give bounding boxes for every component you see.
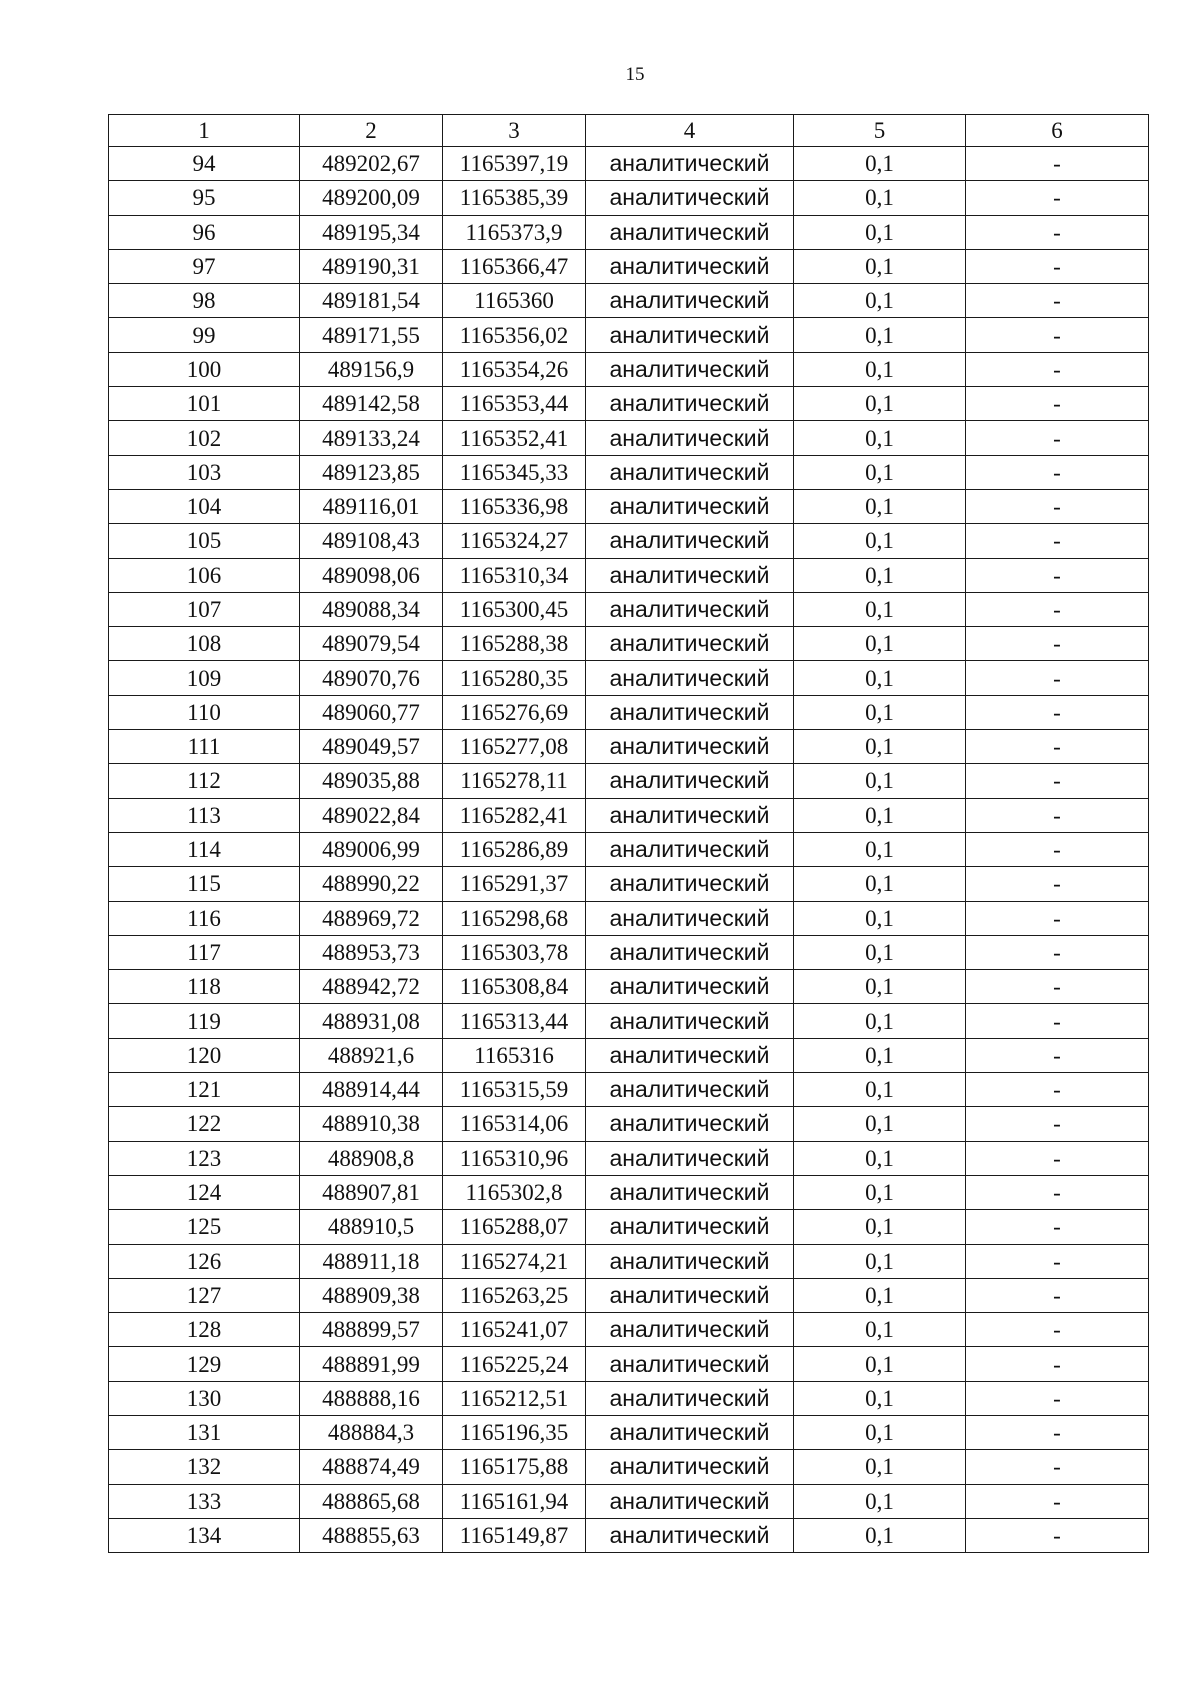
table-row	[109, 181, 1149, 215]
accuracy-cell: 0,1	[794, 1450, 966, 1484]
x-coordinate-cell: 489049,57	[300, 730, 443, 764]
accuracy-cell: 0,1	[794, 1107, 966, 1141]
description-cell: -	[966, 832, 1149, 866]
accuracy-cell: 0,1	[794, 352, 966, 386]
x-coordinate-cell: 489142,58	[300, 387, 443, 421]
x-coordinate-cell: 488899,57	[300, 1313, 443, 1347]
point-number-cell: 94	[109, 147, 300, 181]
x-coordinate-cell: 488888,16	[300, 1381, 443, 1415]
table-row	[109, 901, 1149, 935]
table-row	[109, 627, 1149, 661]
description-cell: -	[966, 524, 1149, 558]
y-coordinate-cell: 1165225,24	[443, 1347, 586, 1381]
x-coordinate-cell: 488908,8	[300, 1141, 443, 1175]
x-coordinate-cell: 488942,72	[300, 970, 443, 1004]
table-row	[109, 970, 1149, 1004]
table-row	[109, 592, 1149, 626]
y-coordinate-cell: 1165291,37	[443, 867, 586, 901]
point-number-cell: 134	[109, 1518, 300, 1552]
table-row	[109, 1141, 1149, 1175]
method-cell: аналитический	[586, 1450, 794, 1484]
table-row	[109, 1347, 1149, 1381]
y-coordinate-cell: 1165282,41	[443, 798, 586, 832]
x-coordinate-cell: 489035,88	[300, 764, 443, 798]
method-cell: аналитический	[586, 1004, 794, 1038]
accuracy-cell: 0,1	[794, 695, 966, 729]
method-cell: аналитический	[586, 352, 794, 386]
y-coordinate-cell: 1165385,39	[443, 181, 586, 215]
point-number-cell: 111	[109, 730, 300, 764]
column-header: 1	[109, 115, 300, 147]
point-number-cell: 102	[109, 421, 300, 455]
x-coordinate-cell: 489171,55	[300, 318, 443, 352]
method-cell: аналитический	[586, 1347, 794, 1381]
x-coordinate-cell: 488884,3	[300, 1415, 443, 1449]
accuracy-cell: 0,1	[794, 627, 966, 661]
method-cell: аналитический	[586, 1107, 794, 1141]
table-row	[109, 1244, 1149, 1278]
x-coordinate-cell: 488891,99	[300, 1347, 443, 1381]
y-coordinate-cell: 1165212,51	[443, 1381, 586, 1415]
description-cell: -	[966, 387, 1149, 421]
accuracy-cell: 0,1	[794, 455, 966, 489]
description-cell: -	[966, 1073, 1149, 1107]
method-cell: аналитический	[586, 524, 794, 558]
accuracy-cell: 0,1	[794, 1244, 966, 1278]
x-coordinate-cell: 488874,49	[300, 1450, 443, 1484]
method-cell: аналитический	[586, 1518, 794, 1552]
point-number-cell: 106	[109, 558, 300, 592]
accuracy-cell: 0,1	[794, 1484, 966, 1518]
description-cell: -	[966, 1141, 1149, 1175]
accuracy-cell: 0,1	[794, 970, 966, 1004]
table-header-row	[109, 115, 1149, 147]
y-coordinate-cell: 1165366,47	[443, 249, 586, 283]
accuracy-cell: 0,1	[794, 1313, 966, 1347]
table-row	[109, 832, 1149, 866]
point-number-cell: 113	[109, 798, 300, 832]
method-cell: аналитический	[586, 1313, 794, 1347]
method-cell: аналитический	[586, 1038, 794, 1072]
table-row	[109, 421, 1149, 455]
table-row	[109, 558, 1149, 592]
x-coordinate-cell: 489123,85	[300, 455, 443, 489]
y-coordinate-cell: 1165313,44	[443, 1004, 586, 1038]
point-number-cell: 126	[109, 1244, 300, 1278]
description-cell: -	[966, 455, 1149, 489]
description-cell: -	[966, 1484, 1149, 1518]
point-number-cell: 120	[109, 1038, 300, 1072]
y-coordinate-cell: 1165278,11	[443, 764, 586, 798]
point-number-cell: 128	[109, 1313, 300, 1347]
y-coordinate-cell: 1165336,98	[443, 489, 586, 523]
y-coordinate-cell: 1165308,84	[443, 970, 586, 1004]
accuracy-cell: 0,1	[794, 524, 966, 558]
accuracy-cell: 0,1	[794, 1004, 966, 1038]
x-coordinate-cell: 489006,99	[300, 832, 443, 866]
method-cell: аналитический	[586, 730, 794, 764]
table-row	[109, 1073, 1149, 1107]
table-row	[109, 1210, 1149, 1244]
method-cell: аналитический	[586, 1381, 794, 1415]
method-cell: аналитический	[586, 592, 794, 626]
method-cell: аналитический	[586, 249, 794, 283]
method-cell: аналитический	[586, 832, 794, 866]
y-coordinate-cell: 1165196,35	[443, 1415, 586, 1449]
y-coordinate-cell: 1165360	[443, 284, 586, 318]
x-coordinate-cell: 489181,54	[300, 284, 443, 318]
page-number: 15	[625, 64, 645, 85]
description-cell: -	[966, 764, 1149, 798]
table-row	[109, 1175, 1149, 1209]
x-coordinate-cell: 489195,34	[300, 215, 443, 249]
description-cell: -	[966, 1004, 1149, 1038]
accuracy-cell: 0,1	[794, 1073, 966, 1107]
column-header: 5	[794, 115, 966, 147]
description-cell: -	[966, 695, 1149, 729]
description-cell: -	[966, 284, 1149, 318]
point-number-cell: 124	[109, 1175, 300, 1209]
accuracy-cell: 0,1	[794, 832, 966, 866]
description-cell: -	[966, 1450, 1149, 1484]
x-coordinate-cell: 489108,43	[300, 524, 443, 558]
method-cell: аналитический	[586, 627, 794, 661]
description-cell: -	[966, 627, 1149, 661]
accuracy-cell: 0,1	[794, 592, 966, 626]
y-coordinate-cell: 1165354,26	[443, 352, 586, 386]
y-coordinate-cell: 1165310,96	[443, 1141, 586, 1175]
table-row	[109, 661, 1149, 695]
table-row	[109, 695, 1149, 729]
accuracy-cell: 0,1	[794, 1347, 966, 1381]
table-row	[109, 1278, 1149, 1312]
description-cell: -	[966, 421, 1149, 455]
y-coordinate-cell: 1165316	[443, 1038, 586, 1072]
method-cell: аналитический	[586, 215, 794, 249]
accuracy-cell: 0,1	[794, 1415, 966, 1449]
accuracy-cell: 0,1	[794, 1518, 966, 1552]
description-cell: -	[966, 661, 1149, 695]
table-row	[109, 215, 1149, 249]
description-cell: -	[966, 730, 1149, 764]
point-number-cell: 108	[109, 627, 300, 661]
point-number-cell: 100	[109, 352, 300, 386]
x-coordinate-cell: 488953,73	[300, 935, 443, 969]
accuracy-cell: 0,1	[794, 1141, 966, 1175]
accuracy-cell: 0,1	[794, 730, 966, 764]
description-cell: -	[966, 1518, 1149, 1552]
method-cell: аналитический	[586, 284, 794, 318]
table-body	[109, 147, 1149, 1553]
accuracy-cell: 0,1	[794, 147, 966, 181]
y-coordinate-cell: 1165353,44	[443, 387, 586, 421]
y-coordinate-cell: 1165288,07	[443, 1210, 586, 1244]
y-coordinate-cell: 1165356,02	[443, 318, 586, 352]
accuracy-cell: 0,1	[794, 249, 966, 283]
description-cell: -	[966, 1038, 1149, 1072]
point-number-cell: 112	[109, 764, 300, 798]
table-row	[109, 730, 1149, 764]
table-row	[109, 284, 1149, 318]
method-cell: аналитический	[586, 661, 794, 695]
y-coordinate-cell: 1165314,06	[443, 1107, 586, 1141]
x-coordinate-cell: 488910,5	[300, 1210, 443, 1244]
table-row	[109, 1313, 1149, 1347]
description-cell: -	[966, 1175, 1149, 1209]
table-row	[109, 318, 1149, 352]
accuracy-cell: 0,1	[794, 1278, 966, 1312]
y-coordinate-cell: 1165310,34	[443, 558, 586, 592]
method-cell: аналитический	[586, 901, 794, 935]
description-cell: -	[966, 1381, 1149, 1415]
x-coordinate-cell: 488907,81	[300, 1175, 443, 1209]
description-cell: -	[966, 181, 1149, 215]
method-cell: аналитический	[586, 489, 794, 523]
description-cell: -	[966, 352, 1149, 386]
x-coordinate-cell: 488911,18	[300, 1244, 443, 1278]
y-coordinate-cell: 1165303,78	[443, 935, 586, 969]
description-cell: -	[966, 867, 1149, 901]
accuracy-cell: 0,1	[794, 901, 966, 935]
x-coordinate-cell: 489098,06	[300, 558, 443, 592]
point-number-cell: 99	[109, 318, 300, 352]
description-cell: -	[966, 147, 1149, 181]
x-coordinate-cell: 488990,22	[300, 867, 443, 901]
method-cell: аналитический	[586, 421, 794, 455]
point-number-cell: 123	[109, 1141, 300, 1175]
point-number-cell: 103	[109, 455, 300, 489]
accuracy-cell: 0,1	[794, 1381, 966, 1415]
point-number-cell: 114	[109, 832, 300, 866]
point-number-cell: 127	[109, 1278, 300, 1312]
column-header: 3	[443, 115, 586, 147]
table-row	[109, 1518, 1149, 1552]
y-coordinate-cell: 1165161,94	[443, 1484, 586, 1518]
y-coordinate-cell: 1165315,59	[443, 1073, 586, 1107]
x-coordinate-cell: 489079,54	[300, 627, 443, 661]
method-cell: аналитический	[586, 764, 794, 798]
x-coordinate-cell: 489190,31	[300, 249, 443, 283]
column-header: 4	[586, 115, 794, 147]
point-number-cell: 107	[109, 592, 300, 626]
table-row	[109, 867, 1149, 901]
y-coordinate-cell: 1165241,07	[443, 1313, 586, 1347]
accuracy-cell: 0,1	[794, 387, 966, 421]
column-header: 2	[300, 115, 443, 147]
table-row	[109, 1450, 1149, 1484]
x-coordinate-cell: 489133,24	[300, 421, 443, 455]
description-cell: -	[966, 1244, 1149, 1278]
method-cell: аналитический	[586, 558, 794, 592]
description-cell: -	[966, 935, 1149, 969]
y-coordinate-cell: 1165175,88	[443, 1450, 586, 1484]
table-row	[109, 798, 1149, 832]
point-number-cell: 95	[109, 181, 300, 215]
table-row	[109, 1038, 1149, 1072]
y-coordinate-cell: 1165288,38	[443, 627, 586, 661]
x-coordinate-cell: 489060,77	[300, 695, 443, 729]
table-row	[109, 1381, 1149, 1415]
point-number-cell: 104	[109, 489, 300, 523]
description-cell: -	[966, 970, 1149, 1004]
accuracy-cell: 0,1	[794, 764, 966, 798]
point-number-cell: 131	[109, 1415, 300, 1449]
description-cell: -	[966, 489, 1149, 523]
accuracy-cell: 0,1	[794, 798, 966, 832]
point-number-cell: 101	[109, 387, 300, 421]
point-number-cell: 97	[109, 249, 300, 283]
description-cell: -	[966, 1210, 1149, 1244]
point-number-cell: 119	[109, 1004, 300, 1038]
method-cell: аналитический	[586, 798, 794, 832]
accuracy-cell: 0,1	[794, 867, 966, 901]
x-coordinate-cell: 489156,9	[300, 352, 443, 386]
method-cell: аналитический	[586, 1244, 794, 1278]
x-coordinate-cell: 489070,76	[300, 661, 443, 695]
method-cell: аналитический	[586, 935, 794, 969]
description-cell: -	[966, 1107, 1149, 1141]
description-cell: -	[966, 1415, 1149, 1449]
description-cell: -	[966, 1347, 1149, 1381]
accuracy-cell: 0,1	[794, 215, 966, 249]
table-row	[109, 764, 1149, 798]
point-number-cell: 96	[109, 215, 300, 249]
column-header: 6	[966, 115, 1149, 147]
method-cell: аналитический	[586, 1073, 794, 1107]
point-number-cell: 105	[109, 524, 300, 558]
accuracy-cell: 0,1	[794, 489, 966, 523]
method-cell: аналитический	[586, 695, 794, 729]
accuracy-cell: 0,1	[794, 181, 966, 215]
x-coordinate-cell: 489088,34	[300, 592, 443, 626]
table-row	[109, 147, 1149, 181]
table-row	[109, 1107, 1149, 1141]
description-cell: -	[966, 901, 1149, 935]
point-number-cell: 121	[109, 1073, 300, 1107]
method-cell: аналитический	[586, 1484, 794, 1518]
x-coordinate-cell: 488909,38	[300, 1278, 443, 1312]
method-cell: аналитический	[586, 318, 794, 352]
x-coordinate-cell: 488921,6	[300, 1038, 443, 1072]
y-coordinate-cell: 1165149,87	[443, 1518, 586, 1552]
x-coordinate-cell: 488865,68	[300, 1484, 443, 1518]
accuracy-cell: 0,1	[794, 1210, 966, 1244]
point-number-cell: 130	[109, 1381, 300, 1415]
point-number-cell: 117	[109, 935, 300, 969]
table-row	[109, 352, 1149, 386]
description-cell: -	[966, 558, 1149, 592]
accuracy-cell: 0,1	[794, 284, 966, 318]
x-coordinate-cell: 488931,08	[300, 1004, 443, 1038]
description-cell: -	[966, 215, 1149, 249]
accuracy-cell: 0,1	[794, 558, 966, 592]
accuracy-cell: 0,1	[794, 1175, 966, 1209]
description-cell: -	[966, 318, 1149, 352]
accuracy-cell: 0,1	[794, 421, 966, 455]
point-number-cell: 115	[109, 867, 300, 901]
method-cell: аналитический	[586, 1415, 794, 1449]
accuracy-cell: 0,1	[794, 1038, 966, 1072]
table-row	[109, 489, 1149, 523]
point-number-cell: 132	[109, 1450, 300, 1484]
method-cell: аналитический	[586, 1278, 794, 1312]
y-coordinate-cell: 1165263,25	[443, 1278, 586, 1312]
description-cell: -	[966, 798, 1149, 832]
x-coordinate-cell: 488910,38	[300, 1107, 443, 1141]
description-cell: -	[966, 249, 1149, 283]
y-coordinate-cell: 1165277,08	[443, 730, 586, 764]
y-coordinate-cell: 1165373,9	[443, 215, 586, 249]
y-coordinate-cell: 1165397,19	[443, 147, 586, 181]
x-coordinate-cell: 488969,72	[300, 901, 443, 935]
y-coordinate-cell: 1165324,27	[443, 524, 586, 558]
method-cell: аналитический	[586, 455, 794, 489]
table-row	[109, 1484, 1149, 1518]
x-coordinate-cell: 489116,01	[300, 489, 443, 523]
table-row	[109, 455, 1149, 489]
table-row	[109, 1004, 1149, 1038]
point-number-cell: 118	[109, 970, 300, 1004]
coordinates-table	[108, 114, 1149, 1553]
point-number-cell: 116	[109, 901, 300, 935]
accuracy-cell: 0,1	[794, 318, 966, 352]
accuracy-cell: 0,1	[794, 935, 966, 969]
method-cell: аналитический	[586, 867, 794, 901]
table-row	[109, 249, 1149, 283]
point-number-cell: 133	[109, 1484, 300, 1518]
x-coordinate-cell: 489022,84	[300, 798, 443, 832]
table-row	[109, 387, 1149, 421]
point-number-cell: 110	[109, 695, 300, 729]
method-cell: аналитический	[586, 970, 794, 1004]
x-coordinate-cell: 488855,63	[300, 1518, 443, 1552]
y-coordinate-cell: 1165298,68	[443, 901, 586, 935]
y-coordinate-cell: 1165302,8	[443, 1175, 586, 1209]
x-coordinate-cell: 489202,67	[300, 147, 443, 181]
table-row	[109, 524, 1149, 558]
y-coordinate-cell: 1165352,41	[443, 421, 586, 455]
table-row	[109, 935, 1149, 969]
method-cell: аналитический	[586, 1175, 794, 1209]
y-coordinate-cell: 1165280,35	[443, 661, 586, 695]
y-coordinate-cell: 1165276,69	[443, 695, 586, 729]
description-cell: -	[966, 1313, 1149, 1347]
point-number-cell: 122	[109, 1107, 300, 1141]
description-cell: -	[966, 592, 1149, 626]
point-number-cell: 109	[109, 661, 300, 695]
method-cell: аналитический	[586, 1210, 794, 1244]
point-number-cell: 129	[109, 1347, 300, 1381]
method-cell: аналитический	[586, 387, 794, 421]
y-coordinate-cell: 1165286,89	[443, 832, 586, 866]
y-coordinate-cell: 1165274,21	[443, 1244, 586, 1278]
x-coordinate-cell: 488914,44	[300, 1073, 443, 1107]
point-number-cell: 98	[109, 284, 300, 318]
table-row	[109, 1415, 1149, 1449]
point-number-cell: 125	[109, 1210, 300, 1244]
y-coordinate-cell: 1165345,33	[443, 455, 586, 489]
method-cell: аналитический	[586, 1141, 794, 1175]
accuracy-cell: 0,1	[794, 661, 966, 695]
method-cell: аналитический	[586, 181, 794, 215]
method-cell: аналитический	[586, 147, 794, 181]
description-cell: -	[966, 1278, 1149, 1312]
x-coordinate-cell: 489200,09	[300, 181, 443, 215]
y-coordinate-cell: 1165300,45	[443, 592, 586, 626]
